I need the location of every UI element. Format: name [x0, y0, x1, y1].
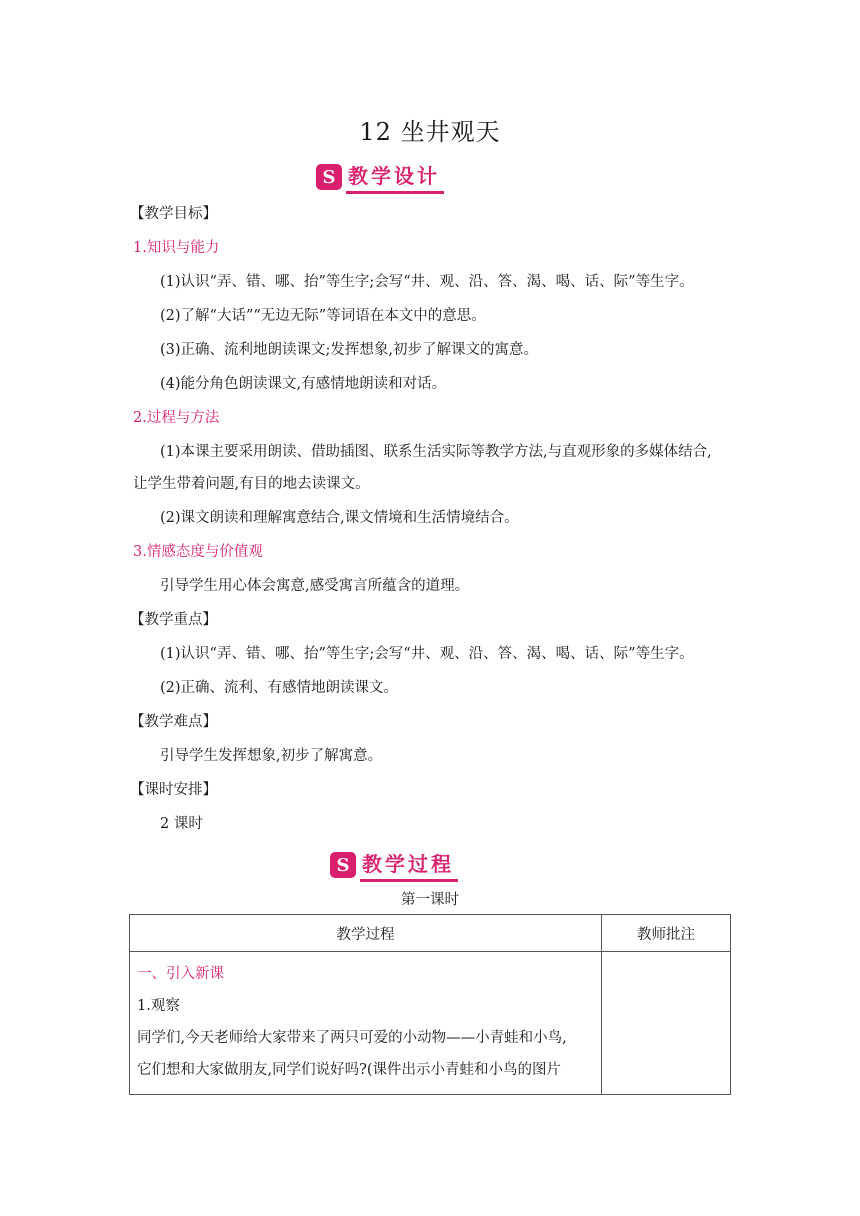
- process-cell: [130, 952, 602, 1095]
- objective-2-item: (1)本课主要采用朗读、借助插图、联系生活实际等教学方法,与直观形象的多媒体结合,: [160, 444, 712, 460]
- objective-1-heading: 1.知识与能力: [133, 240, 220, 256]
- section-heading: 一、引入新课: [137, 966, 224, 982]
- paragraph-line: 同学们,今天老师给大家带来了两只可爱的小动物——小青蛙和小鸟,: [137, 1030, 567, 1046]
- difficulty-heading: 【教学难点】: [130, 714, 217, 730]
- objectives-heading: 【教学目标】: [130, 206, 217, 222]
- difficulty-text: 引导学生发挥想象,初步了解寓意。: [160, 748, 383, 764]
- objective-1-item: (2)了解“大话”“无边无际”等词语在本文中的意思。: [160, 308, 486, 324]
- schedule-text: 2 课时: [160, 816, 203, 832]
- lesson-title: 12 坐井观天: [359, 118, 501, 146]
- objective-2-item-continued: 让学生带着问题,有目的地去读课文。: [133, 476, 370, 492]
- objective-1-item: (3)正确、流利地朗读课文;发挥想象,初步了解课文的寓意。: [160, 342, 539, 358]
- teaching-process-label: 教学过程: [360, 848, 458, 882]
- teaching-design-banner: [316, 160, 444, 194]
- section-emblem-icon: S: [330, 852, 356, 878]
- key-points-heading: 【教学重点】: [130, 612, 217, 628]
- objective-3-heading: 3.情感态度与价值观: [133, 544, 263, 560]
- teaching-process-banner: [330, 848, 458, 882]
- key-point-item: (1)认识“弄、错、哪、抬”等生字;会写“井、观、沿、答、渴、喝、话、际”等生字。: [160, 646, 694, 662]
- objective-1-item: (4)能分角色朗读课文,有感情地朗读和对话。: [160, 376, 447, 392]
- column-header-notes: 教师批注: [602, 915, 731, 952]
- lesson-label: 第一课时: [401, 892, 459, 908]
- teaching-design-label: 教学设计: [346, 160, 444, 194]
- section-emblem-icon: S: [316, 164, 342, 190]
- table-row: [130, 952, 731, 1095]
- process-table: [129, 914, 731, 1095]
- table-header-row: [130, 915, 731, 952]
- schedule-heading: 【课时安排】: [130, 782, 217, 798]
- paragraph-line: 它们想和大家做朋友,同学们说好吗?(课件出示小青蛙和小鸟的图片: [137, 1062, 562, 1078]
- column-header-process: 教学过程: [130, 915, 602, 952]
- step-label: 1.观察: [137, 998, 180, 1014]
- key-point-item: (2)正确、流利、有感情地朗读课文。: [160, 680, 399, 696]
- objective-1-item: (1)认识“弄、错、哪、抬”等生字;会写“井、观、沿、答、渴、喝、话、际”等生字。: [160, 274, 694, 290]
- notes-cell: [602, 952, 731, 1095]
- objective-3-text: 引导学生用心体会寓意,感受寓言所蕴含的道理。: [160, 578, 470, 594]
- objective-2-heading: 2.过程与方法: [133, 410, 220, 426]
- objective-2-item: (2)课文朗读和理解寓意结合,课文情境和生活情境结合。: [160, 510, 519, 526]
